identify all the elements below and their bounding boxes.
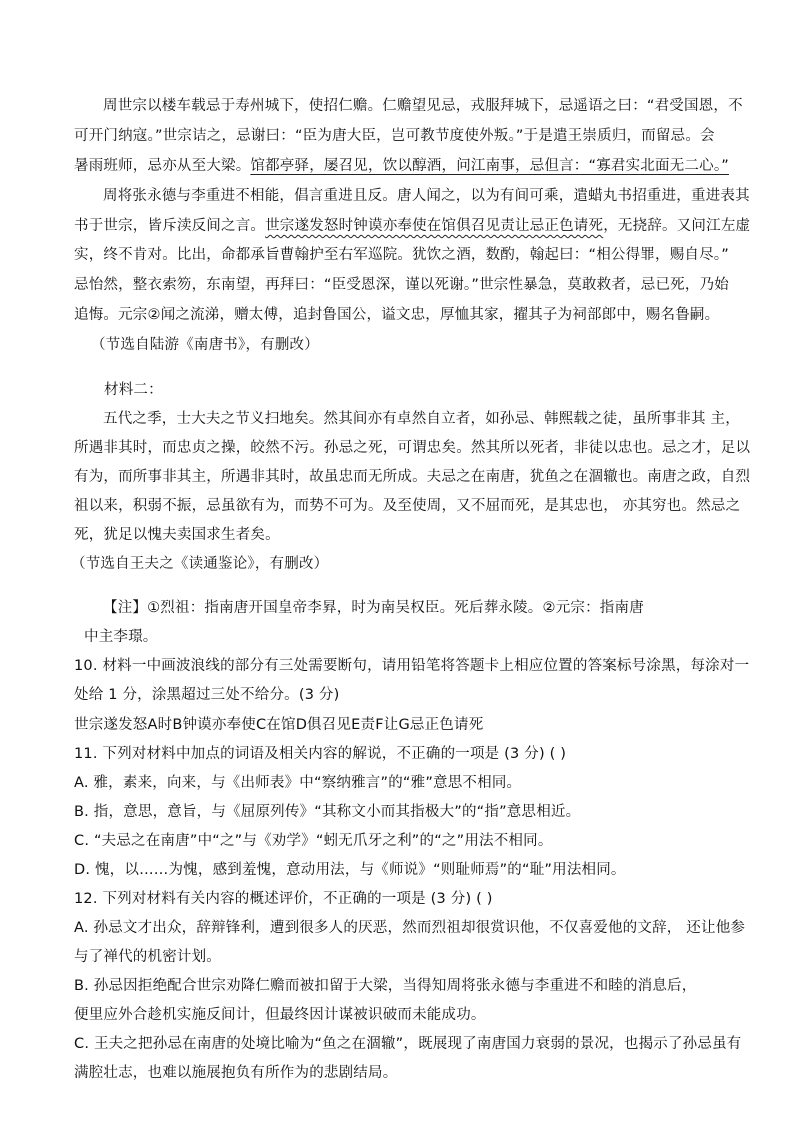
wavy-underlined-sentence: 世宗遂发怒时钟谟亦奉使在馆俱召见责让忌正色请死 bbox=[265, 218, 604, 234]
question-12-option-a-line-1: A. 孙忌文才出众，辞辩锋利，遭到很多人的厌恶，然而烈祖却很赏识他，不仅喜爱他的文辞， 还让他参 bbox=[74, 920, 746, 936]
passage2-line-4: 忌怡然，整衣索笏，东南望，再拜曰：“臣受恩深，谨以死谢。”世宗性暴急，莫敢救者，忌已死，乃始 bbox=[74, 277, 729, 293]
question-11-option-b: B. 指，意思，意旨，与《屈原列传》“其称文小而其指极大”的“指”意思相近。 bbox=[74, 804, 581, 820]
question-11-stem: 11. 下列对材料中加点的词语及相关内容的解说，不正确的一项是 (3 分) ( ) bbox=[74, 746, 567, 762]
passage2-line-2 bbox=[74, 216, 750, 236]
annotation-line-2: 中主李璟。 bbox=[84, 629, 158, 645]
passage3-line-2: 所遇非其时，而忠贞之操，皎然不污。孙忌之死，可谓忠矣。然其所以死者，非徒以忠也。忌之才，足以 bbox=[74, 440, 751, 456]
passage2-line-5: 追悔。元宗②闻之流涕，赠太傅，追封鲁国公，谥文忠，厚恤其家，擢其子为祠部郎中，赐名鲁嗣。 bbox=[74, 307, 720, 323]
question-12-option-a-line-2: 与了禅代的机密计划。 bbox=[74, 949, 221, 965]
question-10-options: 世宗遂发怒A时B钟谟亦奉使C在馆D俱召见E责F让G忌正色请死 bbox=[74, 717, 484, 733]
passage3-line-4: 祖以来，积弱不振，忌虽欲有为，而势不可为。及至使周，又不屈而死，是其忠也， 亦其穷也。然忌之 bbox=[74, 498, 741, 514]
question-12-option-c-line-2: 满腔壮志，也难以施展抱负有所作为的悲剧结局。 bbox=[74, 1065, 398, 1081]
passage1-line-1: 周世宗以楼车载忌于寿州城下，使招仁赡。仁赡望见忌，戎服拜城下，忌遥语之曰：“君受国恩，不 bbox=[103, 98, 743, 114]
question-12-option-b-line-2: 便里应外合趁机实施反间计，但最终因计谋被识破而未能成功。 bbox=[74, 1007, 486, 1023]
question-10-line-2: 处给 1 分，涂黑超过三处不给分。(3 分) bbox=[74, 687, 340, 703]
passage2-line-2-tail: ，无挠辞。又问江左虚 bbox=[603, 218, 751, 234]
question-11-option-c: C. “夫忌之在南唐”中“之”与《劝学》“蚓无爪牙之利”的“之”用法不相同。 bbox=[74, 833, 553, 849]
question-11-option-d: D. 愧，以……为愧，感到羞愧，意动用法，与《师说》“则耻师焉”的“耻”用法相同。 bbox=[74, 862, 626, 878]
passage2-line-1: 周将张永德与李重进不相能，倡言重进且反。唐人闻之，以为有间可乘，遣蜡丸书招重进，重进表其 bbox=[103, 188, 750, 204]
source-citation-1: （节选自陆游《南唐书》，有删改） bbox=[91, 337, 319, 353]
question-12-option-b-line-1: B. 孙忌因拒绝配合世宗劝降仁赡而被扣留于大梁，当得知周将张永德与李重进不和睦的消息后， bbox=[74, 978, 697, 994]
source-citation-2: （节选自王夫之《读通鉴论》，有删改） bbox=[71, 556, 329, 572]
passage1-line-3-text: 暑雨班师，忌亦从至大梁。 bbox=[74, 158, 251, 174]
annotation-line-1: 【注】①烈祖：指南唐开国皇帝李昪，时为南吴权臣。死后葬永陵。②元宗：指南唐 bbox=[103, 600, 644, 616]
underlined-sentence: 馆都亭驿，屡召见，饮以醇酒，问江南事，忌但言：“寡君实北面无二心。” bbox=[250, 158, 729, 174]
question-11-option-a: A. 雅，素来，向来，与《出师表》中“察纳雅言”的“雅”意思不相同。 bbox=[74, 775, 522, 791]
question-12-option-c-line-1: C. 王夫之把孙忌在南唐的处境比喻为“鱼之在涸辙”，既展现了南唐国力衰弱的景况，也揭示了孙忌虽有 bbox=[74, 1036, 742, 1052]
passage3-line-1: 五代之季，士大夫之节义扫地矣。然其间亦有卓然自立者，如孙忌、韩熙载之徒，虽所事非其 主， bbox=[103, 411, 740, 427]
passage2-line-3: 实，终不肯对。比出，命都承旨曹翰护至右军巡院。犹饮之酒，数酌，翰起曰：“相公得罪，赐自尽。” bbox=[74, 247, 729, 263]
passage2-line-2-start: 书于世宗，皆斥渎反间之言。 bbox=[74, 218, 266, 234]
question-12-stem: 12. 下列对材料有关内容的概述评价，不正确的一项是 (3 分) ( ) bbox=[74, 891, 493, 907]
passage1-line-2: 可开门纳寇。”世宗诘之，忌谢曰：“臣为唐大臣，岂可教节度使外叛。”于是遣王崇质归，而留忌。会 bbox=[74, 128, 715, 144]
passage3-line-5: 死，犹足以愧夫卖国求生者矣。 bbox=[74, 527, 280, 543]
passage1-line-3 bbox=[74, 156, 729, 176]
passage3-line-3: 有为，而所事非其主，所遇非其时，故虽忠而无所成。夫忌之在南唐，犹鱼之在涸辙也。南唐之政，自烈 bbox=[74, 469, 751, 485]
material-2-label: 材料二： bbox=[104, 382, 163, 398]
question-10-line-1: 10. 材料一中画波浪线的部分有三处需要断句，请用铅笔将答题卡上相应位置的答案标号涂黑，每涂对一 bbox=[74, 658, 750, 674]
